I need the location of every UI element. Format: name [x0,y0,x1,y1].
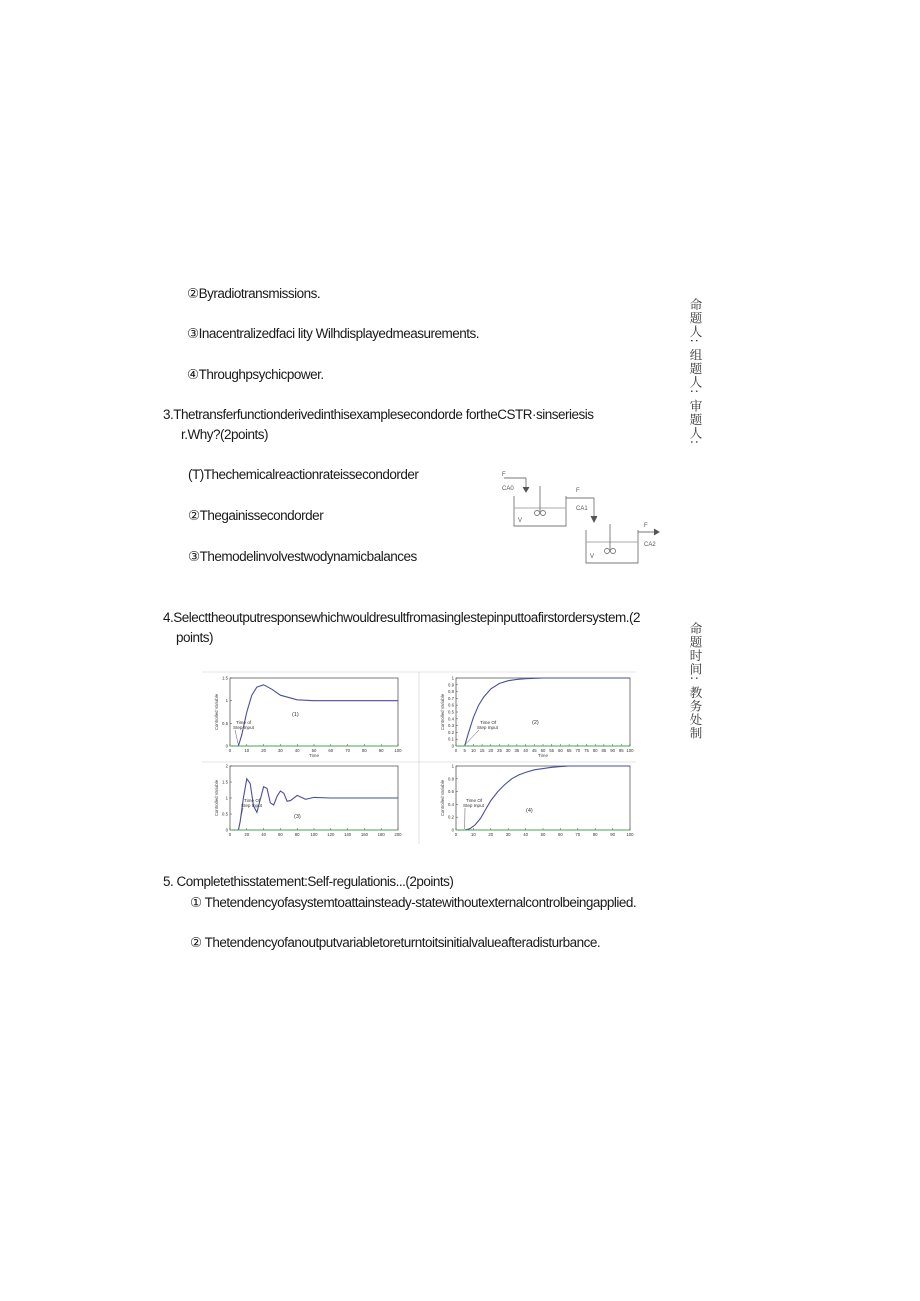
x-tick-label: 95 [618,748,624,753]
y-tick-label: 1 [451,675,454,681]
annotation-line-1: Time Of [480,720,497,725]
y-tick-label: 1 [225,795,228,801]
x-tick-label: 90 [378,748,384,753]
x-tick-label: 50 [311,748,317,753]
x-tick-label: 10 [471,748,476,753]
q3-option-2: ②Thegainissecondorder [188,508,324,523]
y-tick-label: 1 [225,698,228,704]
y-tick-label: 0 [451,743,454,749]
y-tick-label: 1.5 [222,779,228,785]
x-tick-label: 160 [360,832,368,837]
response-curve [230,685,398,746]
annotation-line-2: Step Input [241,803,262,808]
y-tick-label: 0.5 [222,811,228,817]
x-tick-label: 80 [592,748,598,753]
x-tick-label: 80 [592,832,598,837]
label-v1: V [518,518,523,524]
x-tick-label: 90 [610,832,615,837]
x-tick-label: 30 [505,832,511,837]
x-tick-label: 0 [228,832,232,837]
x-tick-label: 0 [454,748,458,753]
x-tick-label: 10 [471,832,476,837]
x-tick-label: 20 [488,832,494,837]
step-response-charts [200,670,638,846]
annotation-line-1: Time Of [466,798,483,803]
x-tick-label: 70 [575,748,581,753]
label-f-in: F [502,472,506,478]
label-f-out: F [644,523,648,529]
q2-option-2: ②Byradiotransmissions. [187,286,321,301]
x-tick-label: 15 [479,748,485,753]
x-tick-label: 75 [584,748,589,753]
q5-option-1: ① Thetendencyofasystemtoattainsteady-statewithoutexternalcontrolbeingapplied. [190,895,637,910]
x-tick-label: 70 [575,832,581,837]
y-tick-label: 0.8 [448,689,454,695]
x-tick-label: 5 [463,748,466,753]
q2-option-4: ④Throughpsychicpower. [187,367,324,382]
cstr-series-diagram [496,468,666,568]
x-tick-label: 40 [523,748,528,753]
q3-option-3: ③Themodelinvolvestwodynamicbalances [188,549,417,564]
x-tick-label: 60 [558,748,563,753]
q3-stem-line2: r.Why?(2points) [181,427,269,442]
label-ca1: CA1 [576,506,588,512]
y-tick-label: 0 [225,827,228,833]
q2-option-3: ③Inacentralizedfaci lity Wilhdisplayedmeasurements. [187,326,479,341]
x-tick-label: 80 [362,748,367,753]
x-tick-label: 20 [261,748,266,753]
x-tick-label: 25 [497,748,502,753]
y-tick-label: 0.9 [448,682,454,688]
x-tick-label: 0 [454,832,458,837]
side-note-bottom: 命题时间: 教务处制 [688,622,703,741]
annotation-line-2: Step Input [477,725,498,730]
y-tick-label: 0.5 [222,720,228,726]
q3-option-1: (T)Thechemicalreactionrateissecondorder [188,467,419,482]
y-axis-label: Controlled Variable [440,779,445,817]
q5-option-2: ② Thetendencyofanoutputvariabletoreturntoitsinitialvalueafteradisturbance. [190,935,601,950]
y-tick-label: 0.5 [448,709,454,715]
x-tick-label: 10 [244,748,250,753]
x-tick-label: 30 [505,748,511,753]
x-tick-label: 120 [327,832,335,837]
x-tick-label: 60 [278,832,283,837]
label-ca0: CA0 [502,486,514,492]
x-tick-label: 90 [610,748,615,753]
annotation-line-2: Step Input [233,725,254,730]
plot-frame [456,678,630,746]
x-tick-label: 200 [394,832,402,837]
annotation-line-2: Step Input [463,803,484,808]
response-curve [456,678,630,746]
x-axis-label: Time [537,753,549,758]
y-tick-label: 0.1 [448,736,454,742]
label-v2: V [590,554,595,560]
y-tick-label: 0.7 [448,695,454,701]
y-tick-label: 0.4 [448,716,454,722]
x-tick-label: 180 [377,832,385,837]
x-tick-label: 35 [514,748,520,753]
x-tick-label: 20 [244,832,250,837]
x-axis-label: Time [308,753,320,758]
x-tick-label: 85 [601,748,607,753]
x-tick-label: 100 [394,748,402,753]
y-tick-label: 1.5 [222,675,228,681]
chart-panel-1 [214,676,402,759]
label-ca2: CA2 [644,542,656,548]
annotation-line-1: Time of [236,720,252,725]
panel-label: (3) [294,814,301,820]
y-tick-label: 0.2 [448,814,454,820]
chart-panel-2 [440,676,634,759]
panel-label: (1) [292,712,299,718]
q4-stem-line1: 4.Selecttheoutputresponsewhichwouldresultfromasinglestepinputtoafirstordersystem.(2 [163,610,641,625]
chart-panel-4 [440,764,634,838]
label-f-mid: F [576,488,580,494]
y-tick-label: 0.6 [448,702,454,708]
chart-panel-3 [214,764,402,838]
x-tick-label: 50 [540,748,546,753]
x-tick-label: 140 [344,832,352,837]
panel-label: (2) [532,720,539,726]
q4-stem-line2: points) [176,630,214,645]
y-tick-label: 0.3 [448,723,454,729]
annotation-pointer [235,730,238,745]
y-tick-label: 0.4 [448,801,454,807]
y-tick-label: 0 [451,827,454,833]
x-tick-label: 40 [261,832,266,837]
x-tick-label: 0 [228,748,232,753]
x-tick-label: 100 [310,832,318,837]
x-tick-label: 60 [558,832,563,837]
y-tick-label: 1 [451,763,454,769]
x-tick-label: 100 [626,748,634,753]
x-tick-label: 40 [294,748,300,753]
annotation-line-1: Time Of [244,798,261,803]
q5-stem: 5. Completethisstatement:Self-regulationis...(2points) [163,874,454,889]
x-tick-label: 30 [278,748,283,753]
y-tick-label: 0.2 [448,729,454,735]
x-tick-label: 70 [345,748,350,753]
x-tick-label: 60 [328,748,334,753]
q3-stem-line1: 3.Thetransferfunctionderivedinthisexamplesecondorde fortheCSTR·sinseriesis [163,407,594,422]
x-tick-label: 45 [531,748,537,753]
y-tick-label: 2 [225,763,228,769]
x-tick-label: 80 [294,832,300,837]
side-note-top: 命题人: 组题人: 审题人: [688,298,703,446]
y-tick-label: 0 [225,743,228,749]
y-axis-label: Controlled Variable [214,779,219,817]
x-tick-label: 65 [566,748,572,753]
x-tick-label: 40 [523,832,528,837]
x-tick-label: 50 [540,832,546,837]
x-tick-label: 100 [626,832,634,837]
x-tick-label: 20 [488,748,494,753]
panel-label: (4) [526,808,533,814]
x-tick-label: 55 [549,748,555,753]
y-tick-label: 0.6 [448,789,454,795]
annotation-pointer [238,808,243,829]
plot-frame [230,678,398,746]
y-axis-label: Controlled Variable [440,693,445,731]
y-axis-label: Controlled Variable [214,693,219,731]
y-tick-label: 0.8 [448,776,454,782]
